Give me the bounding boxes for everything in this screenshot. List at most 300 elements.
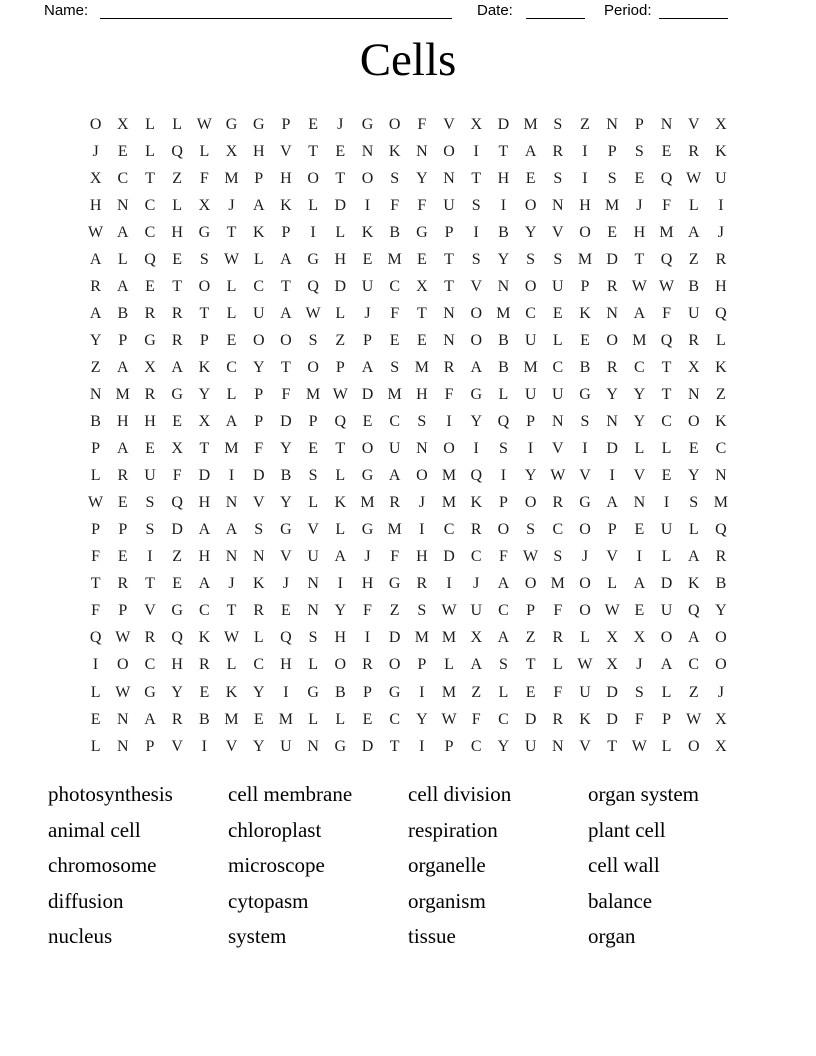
grid-letter: M [550,575,565,593]
grid-letter: G [225,115,238,133]
word-bank-word: organism [408,888,486,913]
grid-letter: R [715,250,727,268]
word-bank [48,777,768,955]
grid-letter: R [715,548,727,566]
grid-letter: I [473,223,479,241]
grid-letter: D [198,467,211,485]
grid-letter: T [661,358,672,376]
grid-letter: A [280,250,292,268]
grid-letter: Y [633,413,646,431]
grid-letter: B [280,467,292,485]
grid-letter: B [498,331,509,349]
grid-letter: D [361,385,374,403]
grid-letter: E [362,710,373,728]
grid-letter: W [196,115,212,133]
grid-letter: E [416,250,427,268]
grid-letter: S [308,467,318,485]
grid-letter: F [254,440,264,458]
grid-letter: Z [688,683,699,701]
grid-letter: E [281,602,291,620]
grid-letter: O [198,277,211,295]
word-bank-word: animal cell [48,817,141,842]
grid-letter: P [145,737,155,755]
grid-letter: K [252,575,265,593]
grid-letter: R [144,629,156,647]
grid-letter: E [661,467,672,485]
grid-letter: S [526,521,536,539]
grid-letter: R [171,304,183,322]
grid-letter: E [688,440,699,458]
grid-letter: V [171,737,183,755]
grid-letter: U [660,521,673,539]
grid-letter: C [525,304,536,322]
grid-letter: E [117,548,128,566]
grid-letter: T [199,304,210,322]
grid-letter: H [198,494,211,512]
grid-letter: K [579,710,591,728]
grid-letter: S [553,169,563,187]
grid-letter: W [523,548,539,566]
grid-letter: O [579,575,591,593]
grid-letter: I [636,548,642,566]
grid-letter: T [416,304,427,322]
grid-letter: E [607,223,618,241]
grid-letter: R [552,710,564,728]
grid-letter: O [361,169,374,187]
period-blank-line [659,0,728,19]
grid-letter: L [308,494,318,512]
grid-letter: L [661,548,672,566]
puzzle-title: Cells [359,34,457,86]
grid-letter: Y [497,737,510,755]
grid-letter: T [335,169,346,187]
grid-letter: P [308,413,318,431]
grid-letter: I [419,521,425,539]
grid-letter: E [416,331,427,349]
grid-letter: R [470,521,482,539]
grid-letter: L [308,196,318,214]
grid-letter: L [634,440,645,458]
grid-letter: O [687,413,700,431]
grid-letter: Y [416,710,428,728]
grid-letter: M [387,385,402,403]
grid-letter: W [577,656,593,674]
grid-letter: L [607,575,618,593]
grid-letter: X [89,169,102,187]
grid-letter: L [335,521,346,539]
grid-letter: O [524,494,537,512]
grid-letter: R [688,142,700,160]
grid-letter: R [443,358,455,376]
grid-letter: H [280,656,292,674]
grid-letter: W [604,602,620,620]
grid-letter: S [145,494,155,512]
grid-letter: C [389,413,400,431]
name-blank-line [100,0,452,19]
grid-letter: C [498,710,509,728]
grid-letter: I [92,656,99,674]
grid-letter: R [144,304,156,322]
grid-letter: X [225,142,238,160]
grid-letter: G [252,115,265,133]
grid-letter: T [661,385,672,403]
grid-letter: W [223,250,240,268]
grid-letter: F [498,548,508,566]
grid-letter: W [332,385,348,403]
grid-letter: M [305,385,321,403]
word-search-grid [82,111,735,760]
grid-letter: A [89,250,102,268]
grid-letter: S [634,142,644,160]
grid-letter: P [363,331,372,349]
grid-letter: B [688,277,700,295]
grid-letter: M [224,710,239,728]
grid-letter: S [553,250,563,268]
grid-letter: A [144,710,156,728]
grid-letter: N [307,575,319,593]
grid-letter: Q [89,629,102,647]
grid-letter: M [278,710,294,728]
grid-letter: O [280,331,292,349]
grid-letter: J [581,548,589,566]
grid-letter: J [92,142,99,160]
grid-letter: Y [687,467,700,485]
grid-letter: D [660,575,673,593]
grid-letter: C [226,358,237,376]
grid-letter: O [307,358,319,376]
grid-letter: G [171,385,183,403]
word-bank-word: nucleus [48,924,113,949]
grid-letter: V [579,467,591,485]
grid-letter: Y [416,169,428,187]
grid-letter: W [441,710,457,728]
grid-letter: G [334,737,347,755]
grid-letter: S [308,331,318,349]
grid-letter: X [687,358,700,376]
grid-letter: E [117,142,128,160]
grid-letter: G [388,575,401,593]
grid-letter: L [117,250,128,268]
grid-letter: C [389,710,400,728]
grid-letter: X [416,277,428,295]
grid-letter: F [91,602,101,620]
grid-letter: P [607,142,617,160]
grid-letter: L [90,467,101,485]
grid-letter: Y [252,737,265,755]
grid-letter: H [89,196,102,214]
grid-letter: A [198,521,211,539]
grid-letter: K [715,358,727,376]
grid-letter: F [417,115,427,133]
grid-letter: R [552,142,564,160]
word-bank-word: tissue [408,924,456,949]
date-label: Date: [477,2,513,19]
grid-letter: L [552,331,563,349]
grid-letter: R [117,575,129,593]
grid-letter: J [636,656,643,674]
grid-letter: D [524,710,537,728]
grid-letter: I [609,467,615,485]
grid-letter: H [416,548,428,566]
grid-letter: Y [497,250,510,268]
grid-letter: P [444,737,454,755]
grid-letter: J [418,494,425,512]
grid-letter: B [389,223,400,241]
grid-letter: Q [470,467,482,485]
grid-letter: S [607,169,617,187]
grid-letter: R [171,331,183,349]
grid-letter: A [497,629,510,647]
grid-letter: T [199,440,210,458]
grid-letter: O [307,169,319,187]
grid-letter: O [388,656,401,674]
grid-letter: M [387,521,402,539]
grid-letter: Q [334,413,347,431]
grid-letter: C [443,521,455,539]
grid-letter: I [337,575,343,593]
word-bank-word: photosynthesis [48,782,173,806]
grid-letter: S [580,413,590,431]
grid-letter: L [145,115,155,133]
grid-letter: N [307,602,319,620]
grid-letter: M [224,440,239,458]
grid-letter: F [471,710,481,728]
grid-letter: C [688,656,700,674]
grid-letter: U [307,548,319,566]
word-bank-word: system [228,924,287,949]
grid-letter: D [606,250,618,268]
grid-letter: V [687,115,700,133]
grid-letter: A [687,629,700,647]
grid-letter: P [335,358,345,376]
grid-letter: J [282,575,290,593]
grid-letter: C [552,358,564,376]
grid-letter: G [361,115,374,133]
grid-letter: A [687,548,700,566]
word-bank-word: cytopasm [228,888,309,913]
grid-letter: K [388,142,401,160]
grid-letter: U [552,277,564,295]
grid-letter: E [335,142,346,160]
grid-letter: F [281,385,291,403]
grid-letter: W [223,629,240,647]
grid-letter: N [715,467,727,485]
grid-letter: I [473,142,479,160]
grid-letter: T [634,250,645,268]
grid-letter: M [224,169,239,187]
grid-letter: A [171,358,183,376]
grid-letter: S [689,494,699,512]
grid-letter: E [362,413,373,431]
grid-letter: U [524,737,537,755]
grid-letter: T [281,277,291,295]
grid-letter: G [579,494,591,512]
grid-letter: V [307,521,319,539]
grid-letter: S [417,602,427,620]
grid-letter: U [715,169,727,187]
grid-letter: Y [334,602,347,620]
grid-letter: Q [687,602,700,620]
grid-letter: O [334,656,347,674]
grid-letter: M [441,683,457,701]
grid-letter: T [145,169,155,187]
grid-letter: Q [660,331,673,349]
grid-letter: O [660,629,673,647]
grid-letter: I [718,196,724,214]
grid-letter: N [117,737,129,755]
grid-letter: M [632,331,647,349]
grid-letter: L [308,710,318,728]
grid-letter: I [147,548,153,566]
grid-letter: U [579,683,591,701]
grid-letter: K [252,223,265,241]
grid-letter: L [145,142,155,160]
grid-letter: O [497,521,510,539]
grid-letter: L [226,277,237,295]
grid-letter: W [658,277,675,295]
grid-letter: K [579,304,591,322]
grid-letter: P [634,115,644,133]
grid-letter: B [498,358,509,376]
grid-letter: U [443,196,455,214]
grid-letter: P [417,656,427,674]
grid-letter: I [228,467,235,485]
grid-letter: L [661,683,672,701]
grid-letter: A [660,656,673,674]
grid-letter: L [199,142,210,160]
grid-letter: W [115,683,131,701]
date-blank-line [526,0,585,19]
grid-letter: V [225,737,238,755]
grid-letter: T [389,737,400,755]
grid-letter: P [281,115,291,133]
grid-letter: A [117,223,129,241]
grid-letter: A [117,440,129,458]
grid-letter: A [334,548,347,566]
grid-letter: Q [171,494,183,512]
grid-letter: W [441,602,457,620]
grid-letter: B [199,710,210,728]
grid-letter: I [201,737,207,755]
grid-letter: E [145,440,155,458]
grid-letter: F [662,304,671,322]
grid-letter: J [717,223,725,241]
grid-letter: H [117,413,129,431]
grid-letter: K [225,683,238,701]
grid-letter: G [280,521,292,539]
grid-letter: O [443,440,455,458]
grid-letter: V [144,602,156,620]
grid-letter: H [171,223,183,241]
grid-letter: N [416,142,428,160]
grid-letter: D [334,277,347,295]
grid-letter: J [636,196,643,214]
word-bank-word: chromosome [48,853,157,878]
grid-letter: S [308,629,318,647]
grid-letter: T [308,142,318,160]
grid-letter: E [634,169,645,187]
grid-letter: B [117,304,129,322]
grid-letter: H [715,277,727,295]
grid-letter: N [443,331,455,349]
grid-letter: M [441,494,457,512]
grid-letter: V [280,142,292,160]
grid-letter: T [498,142,509,160]
grid-letter: G [307,250,319,268]
grid-letter: S [471,250,481,268]
grid-letter: T [281,358,291,376]
grid-letter: X [117,115,129,133]
grid-letter: P [118,602,128,620]
grid-letter: I [283,683,289,701]
grid-letter: J [717,683,725,701]
grid-letter: M [496,304,511,322]
grid-letter: L [716,331,726,349]
grid-letter: Z [389,602,400,620]
grid-letter: J [337,115,344,133]
grid-letter: Y [524,467,537,485]
grid-letter: N [633,494,646,512]
grid-letter: L [226,656,237,674]
grid-letter: L [172,196,183,214]
grid-letter: F [199,169,209,187]
grid-letter: Q [307,277,319,295]
grid-letter: N [687,385,700,403]
grid-letter: Q [171,629,183,647]
grid-letter: E [580,331,590,349]
grid-letter: B [579,358,591,376]
grid-letter: Z [716,385,726,403]
grid-letter: Q [660,169,673,187]
grid-letter: F [417,196,427,214]
grid-letter: O [579,521,591,539]
word-bank-word: balance [588,888,653,913]
grid-letter: A [117,358,129,376]
grid-letter: T [444,250,454,268]
word-bank-word: plant cell [588,817,666,842]
grid-letter: Z [335,331,346,349]
grid-letter: C [498,602,509,620]
word-bank-word: organ system [588,782,700,806]
word-bank-word: cell division [408,782,512,806]
grid-letter: K [334,494,347,512]
grid-letter: Y [633,385,646,403]
grid-letter: N [225,494,238,512]
grid-letter: N [117,710,129,728]
grid-letter: L [253,250,264,268]
grid-letter: W [88,494,104,512]
grid-letter: Y [252,683,265,701]
grid-letter: B [90,413,101,431]
grid-letter: N [89,385,102,403]
grid-letter: E [145,277,155,295]
grid-letter: F [553,602,563,620]
grid-letter: O [579,223,591,241]
word-bank-word: respiration [408,817,498,842]
grid-letter: L [688,196,699,214]
grid-letter: N [361,142,374,160]
grid-letter: P [580,277,590,295]
grid-letter: A [388,467,401,485]
grid-letter: S [390,358,400,376]
grid-letter: U [361,277,374,295]
grid-letter: D [361,737,374,755]
grid-letter: C [634,358,645,376]
grid-letter: M [414,629,429,647]
grid-letter: H [280,169,292,187]
grid-letter: X [633,629,646,647]
grid-letter: D [388,629,401,647]
